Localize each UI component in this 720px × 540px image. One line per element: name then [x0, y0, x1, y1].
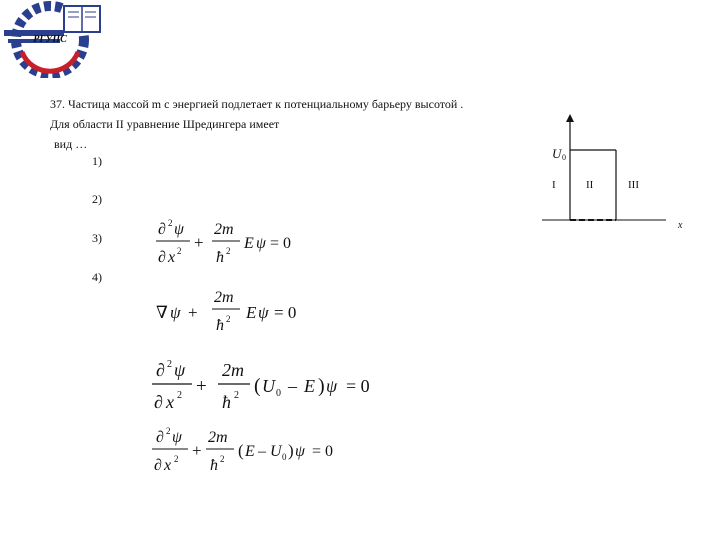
svg-text:ħ: ħ [222, 392, 231, 412]
svg-text:): ) [288, 441, 294, 460]
option-3-number[interactable]: 3) [92, 231, 102, 245]
formula-b [156, 289, 296, 334]
svg-text:ħ: ħ [216, 317, 224, 334]
svg-text:ψ: ψ [174, 221, 184, 238]
x-axis-label: x [678, 220, 683, 231]
svg-text:+: + [188, 303, 198, 322]
svg-text:∂: ∂ [156, 429, 164, 446]
logo-text: РГУПС [33, 34, 67, 45]
svg-text:2: 2 [177, 390, 182, 401]
svg-text:ψ: ψ [258, 303, 269, 322]
svg-text:2: 2 [167, 359, 172, 370]
svg-text:E: E [246, 303, 257, 322]
svg-text:(: ( [238, 441, 244, 460]
option-2-number[interactable]: 2) [92, 192, 102, 206]
svg-text:2m: 2m [222, 360, 244, 380]
svg-text:ħ: ħ [210, 457, 218, 474]
svg-text:+: + [192, 441, 202, 460]
region-1-label: I [552, 179, 556, 191]
svg-text:∂: ∂ [154, 392, 163, 412]
svg-text:U: U [270, 443, 282, 460]
question-line-2: Для области II уравнение Шредингера имеет [50, 117, 280, 131]
formula-c [152, 359, 370, 412]
svg-text:+: + [194, 233, 204, 252]
svg-text:= 0: = 0 [312, 443, 334, 460]
svg-text:= 0: = 0 [270, 235, 292, 252]
svg-text:2m: 2m [214, 221, 234, 238]
u0-label: U [552, 146, 562, 161]
option-4-number[interactable]: 4) [92, 270, 102, 284]
question-text [50, 94, 463, 154]
svg-text:ψ: ψ [326, 376, 338, 396]
region-3-label: III [628, 179, 639, 191]
svg-text:E: E [244, 235, 254, 252]
svg-text:(: ( [254, 375, 261, 397]
svg-text:2: 2 [177, 246, 182, 256]
svg-text:= 0: = 0 [346, 376, 370, 396]
svg-text:0: 0 [282, 452, 287, 462]
svg-text:ψ: ψ [295, 443, 305, 460]
svg-text:∇: ∇ [156, 303, 168, 322]
potential-barrier-diagram [536, 112, 692, 236]
svg-text:2: 2 [220, 454, 225, 464]
option-1-number[interactable]: 1) [92, 154, 102, 168]
svg-text:ħ: ħ [216, 249, 224, 266]
svg-text:): ) [318, 375, 325, 397]
svg-text:∂: ∂ [154, 457, 162, 474]
formula-d [152, 426, 333, 474]
svg-text:2: 2 [226, 246, 231, 256]
svg-text:2: 2 [234, 390, 239, 401]
svg-text:–: – [288, 376, 297, 396]
svg-text:2m: 2m [208, 429, 228, 446]
svg-text:∂: ∂ [158, 221, 166, 238]
question-line-1: 37. Частица массой m с энергией подлетает к потенциальному барьеру высотой . [50, 97, 464, 111]
svg-text:2m: 2m [214, 289, 234, 306]
university-logo [0, 0, 110, 78]
svg-text:x: x [166, 392, 174, 412]
svg-text:0: 0 [276, 388, 281, 399]
u0-subscript: 0 [562, 153, 566, 162]
svg-text:= 0: = 0 [274, 303, 297, 322]
svg-text:2: 2 [174, 454, 179, 464]
svg-text:2: 2 [168, 218, 173, 228]
svg-text:x: x [164, 457, 172, 474]
svg-text:∂: ∂ [156, 360, 165, 380]
svg-text:ψ: ψ [256, 235, 266, 252]
svg-text:∂: ∂ [158, 249, 166, 266]
svg-text:+: + [196, 376, 207, 397]
svg-text:E: E [304, 376, 315, 396]
svg-text:2: 2 [166, 426, 171, 436]
svg-text:ψ: ψ [174, 360, 186, 380]
region-2-label: II [586, 179, 594, 191]
svg-text:ψ: ψ [172, 429, 182, 446]
y-axis-arrow-icon [566, 114, 574, 122]
svg-text:x: x [168, 249, 176, 266]
svg-text:E: E [245, 443, 255, 460]
svg-text:–: – [258, 443, 266, 460]
svg-text:U: U [262, 376, 275, 396]
question-line-3: вид … [54, 137, 88, 151]
svg-text:ψ: ψ [170, 303, 181, 322]
svg-text:2: 2 [226, 314, 231, 324]
